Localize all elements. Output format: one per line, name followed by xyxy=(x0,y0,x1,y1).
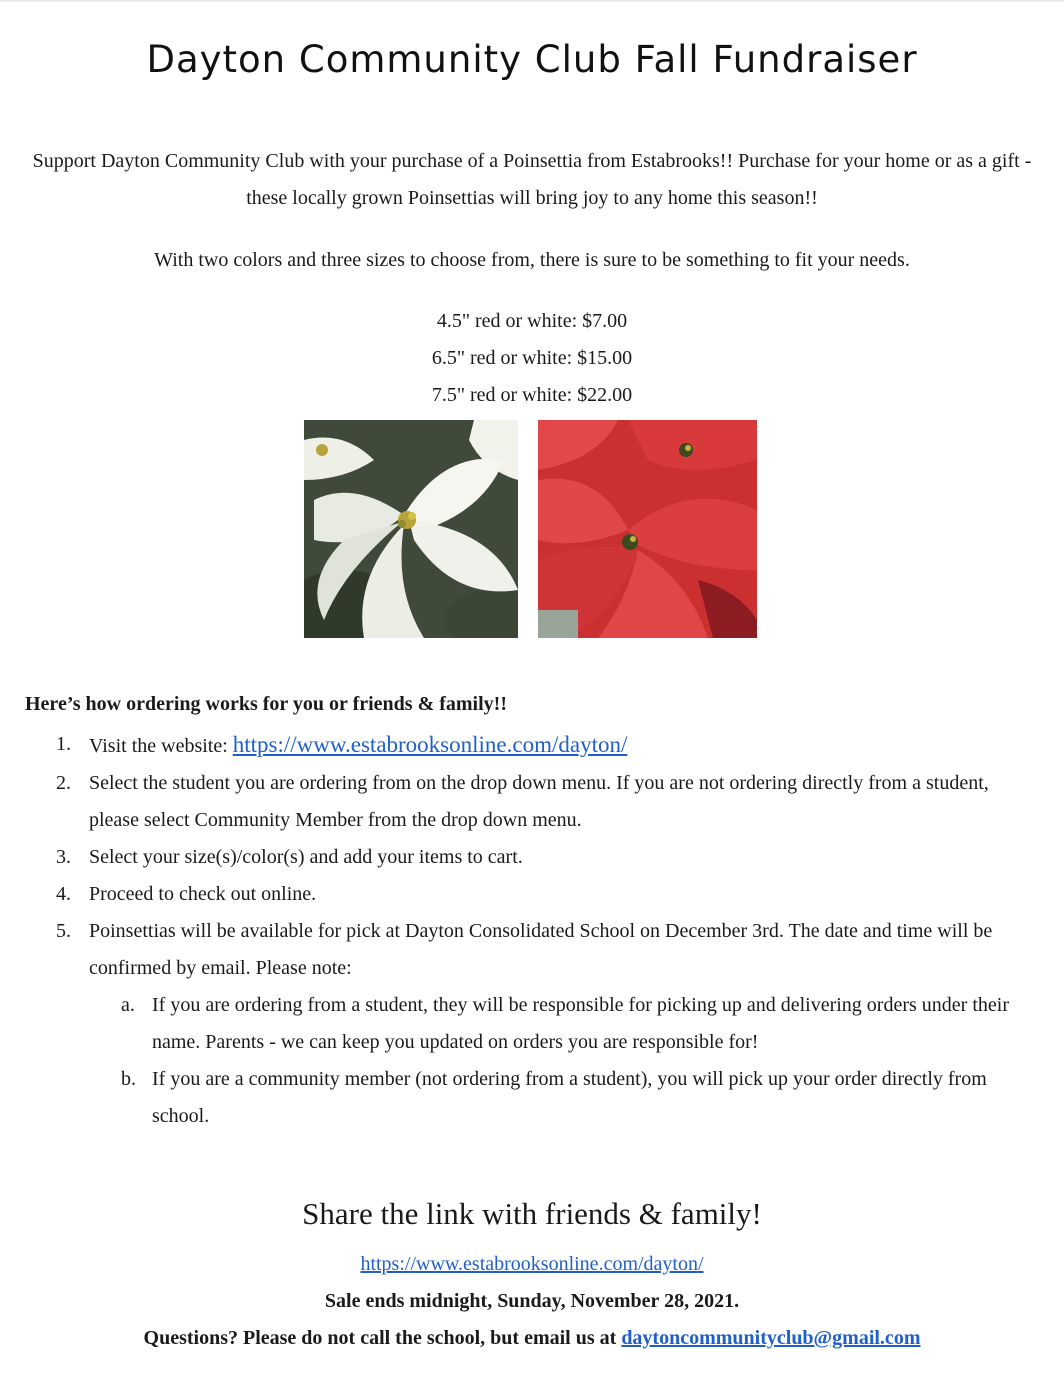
share-website-link[interactable]: https://www.estabrooksonline.com/dayton/ xyxy=(360,1253,704,1275)
list-item xyxy=(0,726,1029,765)
step-text: Poinsettias will be available for pick at Dayton Consolidated School on December 3rd. The date and time will be confirmed by email. Please note: xyxy=(89,920,993,979)
questions-line xyxy=(0,1320,1064,1357)
estabrooks-website-link[interactable]: https://www.estabrooksonline.com/dayton/ xyxy=(232,732,628,757)
share-heading: Share the link with friends & family! xyxy=(302,1196,762,1231)
step-text: Proceed to check out online. xyxy=(89,883,317,905)
step-number: 5. xyxy=(56,920,71,942)
price-item: 4.5" red or white: $7.00 xyxy=(436,310,628,332)
step-number: 1. xyxy=(56,733,71,755)
ordering-steps-list xyxy=(0,726,1064,1135)
sub-step-letter: a. xyxy=(121,994,135,1016)
sub-step-letter: b. xyxy=(121,1068,136,1090)
step-number: 4. xyxy=(56,883,71,905)
red-poinsettia-photo xyxy=(538,420,757,638)
step-text: Visit the website: xyxy=(89,735,233,757)
sub-step-text: If you are a community member (not ordering from a student), you will pick up your order directly from school. xyxy=(152,1068,987,1127)
step-text: Select the student you are ordering from on the drop down menu. If you are not ordering directly from a student, please select Community Member from the drop down menu. xyxy=(89,772,989,831)
sub-list-item xyxy=(0,1061,1012,1135)
page-title: Dayton Community Club Fall Fundraiser xyxy=(146,38,918,81)
choose-paragraph: With two colors and three sizes to choose from, there is sure to be something to fit your needs. xyxy=(154,249,910,271)
step-number: 2. xyxy=(56,772,71,794)
list-item xyxy=(0,913,1029,987)
white-poinsettia-photo xyxy=(304,420,518,638)
list-item xyxy=(0,839,1029,876)
how-ordering-heading: Here’s how ordering works for you or friends & family!! xyxy=(25,693,507,715)
step-text: Select your size(s)/color(s) and add your items to cart. xyxy=(89,846,523,868)
price-list xyxy=(0,303,1064,414)
price-item: 6.5" red or white: $15.00 xyxy=(431,347,633,369)
sub-list-item xyxy=(0,987,1012,1061)
page-top-border xyxy=(0,0,1064,2)
questions-text: Questions? Please do not call the school, but email us at xyxy=(143,1327,622,1349)
list-item xyxy=(0,876,1029,913)
list-item xyxy=(0,765,1029,839)
price-item: 7.5" red or white: $22.00 xyxy=(431,384,633,406)
sale-end-notice: Sale ends midnight, Sunday, November 28, 2021. xyxy=(324,1290,740,1312)
intro-paragraph: Support Dayton Community Club with your purchase of a Poinsettia from Estabrooks!! Purchase for your home or as a gift - these locally grown Poinsettias will bring joy to any home this season!! xyxy=(32,150,1032,209)
sub-step-text: If you are ordering from a student, they will be responsible for picking up and delivering orders under their name. Parents - we can keep you updated on orders you are responsible for! xyxy=(152,994,1009,1053)
share-link-line xyxy=(0,1246,1064,1283)
contact-email-link[interactable]: daytoncommunityclub@gmail.com xyxy=(621,1327,921,1349)
step-number: 3. xyxy=(56,846,71,868)
